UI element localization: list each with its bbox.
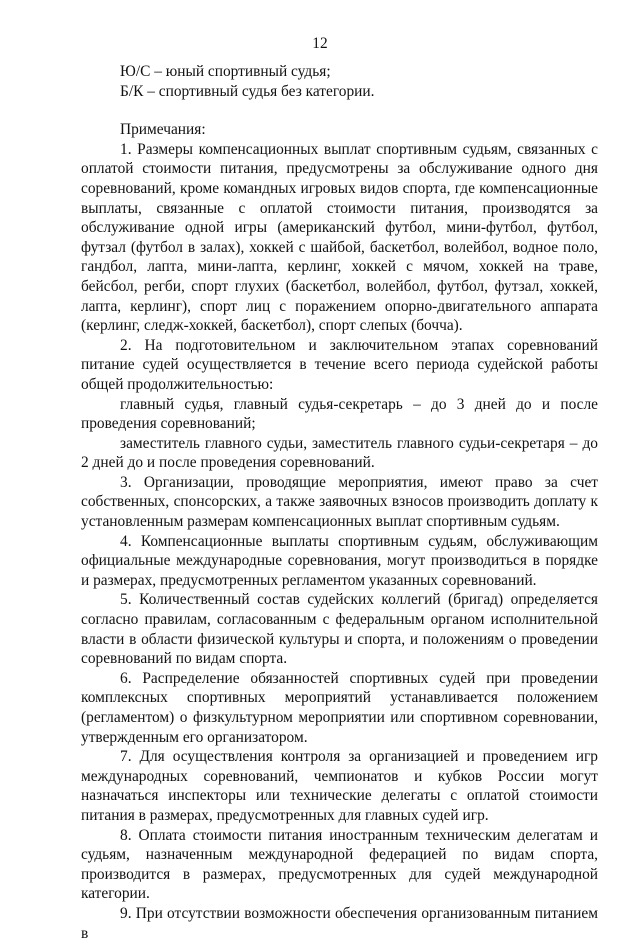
note-paragraph: 4. Компенсационные выплаты спортивным судьям, обслуживающим официальные международные соревнования, могут производиться в порядке и размерах, предусмотренных регламентом указанных соревнований. — [81, 532, 598, 589]
note-paragraph: заместитель главного судьи, заместитель главного судьи-секретаря – до 2 дней до и после проведения соревнований. — [81, 434, 598, 472]
note-paragraph: 3. Организации, проводящие мероприятия, имеют право за счет собственных, спонсорских, а также заявочных взносов производить доплату к установленным размерам компенсационных выплат спортивным судьям. — [81, 473, 598, 531]
note-paragraph: 5. Количественный состав судейских коллегий (бригад) определяется согласно правилам, согласованным с федеральным органом исполнительной власти в области физической культуры и спорта, и положениям о проведении соревнований по видам спорта. — [81, 591, 598, 668]
abbreviation-line: Б/К – спортивный судья без категории. — [120, 82, 375, 100]
note-paragraph: 2. На подготовительном и заключительном этапах соревнований питание судей осуществляется в течение всего периода судейской работы общей продолжительностью: — [81, 336, 598, 393]
note-paragraph: 8. Оплата стоимости питания иностранным техническим делегатам и судьям, назначенным международной федерацией по видам спорта, производится в размерах, предусмотренных для судей международной категории. — [81, 826, 598, 903]
note-paragraph: главный судья, главный судья-секретарь – до 3 дней до и после проведения соревнований; — [81, 395, 598, 433]
note-paragraph: 7. Для осуществления контроля за организацией и проведением игр международных соревнований, чемпионатов и кубков России могут назначаться инспекторы или технические делегаты с оплатой стоимости питания в размерах, предусмотренных для главных судей игр. — [81, 748, 598, 824]
document-body — [81, 62, 598, 943]
note-paragraph: 9. При отсутствии возможности обеспечения организованным питанием в — [81, 904, 598, 942]
page-number: 12 — [312, 35, 328, 52]
note-paragraph: 6. Распределение обязанностей спортивных судей при проведении комплексных спортивных мероприятий устанавливается положением (регламентом) о физкультурном мероприятии или спортивном соревновании, утвержденным его организатором. — [81, 669, 598, 746]
notes-title: Примечания: — [120, 121, 206, 139]
note-paragraph: 1. Размеры компенсационных выплат спортивным судьям, связанных с оплатой стоимости питания, предусмотрены за обслуживание одного дня соревнований, кроме командных игровых видов спорта, где компенсационные выплаты, связанные с оплатой стоимости питания, производятся за обслуживание одной игры (американский футбол, мини-футбол, футбол, футзал (футбол в залах), хоккей с шайбой, баскетбол, волейбол, водное поло, гандбол, лапта, мини-лапта, керлинг, хоккей с мячом, хоккей на траве, бейсбол, регби, спорт глухих (баскетбол, волейбол, футбол, футзал, хоккей, лапта, керлинг), спорт лиц с поражением опорно-двигательного аппарата (керлинг, следж-хоккей, баскетбол), спорт слепых (бочча). — [81, 140, 598, 335]
abbreviation-line: Ю/С – юный спортивный судья; — [120, 63, 331, 80]
